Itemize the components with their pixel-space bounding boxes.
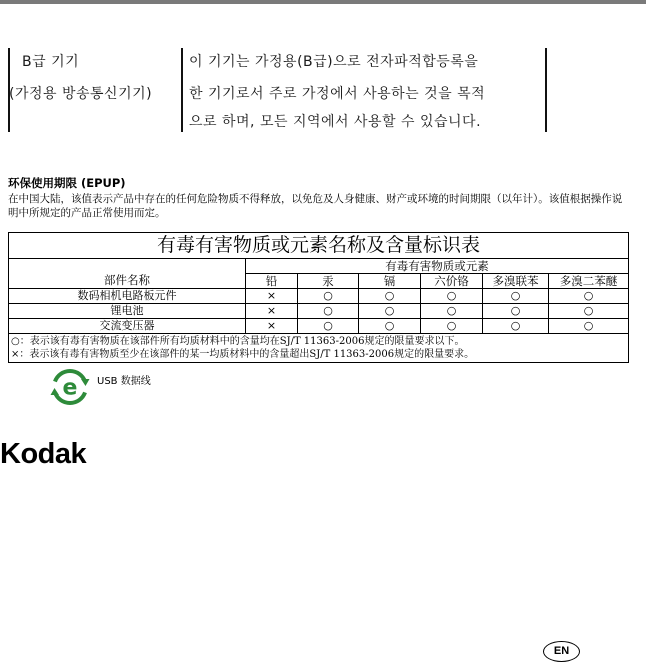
part-name-cell: 交流变压器	[9, 319, 246, 334]
table-row	[9, 289, 629, 304]
header-rule	[0, 0, 646, 4]
hazardous-substance-table	[8, 232, 629, 363]
epup-paragraph	[8, 192, 640, 220]
mark-cell: ×	[246, 304, 298, 319]
mark-cell: ○	[421, 319, 483, 334]
language-badge: EN	[543, 641, 580, 662]
mark-cell: ×	[246, 289, 298, 304]
mark-cell: ○	[359, 319, 421, 334]
epup-recycle-e-icon-graphic	[50, 367, 90, 407]
table-title-row	[9, 233, 629, 259]
mark-cell: ○	[421, 289, 483, 304]
notice-right-border	[545, 48, 547, 132]
recycle-e-glyph: e	[62, 375, 78, 401]
recycle-arrowhead	[81, 379, 90, 386]
mark-cell: ○	[298, 289, 359, 304]
mark-cell: ○	[483, 304, 549, 319]
mark-cell: ○	[359, 304, 421, 319]
substance-header: 铅	[246, 274, 298, 289]
table-note: ×：表示该有毒有害物质至少在该部件的某一均质材料中的含量超出SJ/T 11363-2006规定的限量要求。	[11, 349, 475, 360]
korean-emc-notice	[8, 48, 548, 132]
mark-cell: ○	[549, 304, 629, 319]
table-note: ○：表示该有毒有害物质在该部件所有均质材料中的含量均在SJ/T 11363-2006规定的限量要求以下。	[11, 336, 465, 347]
device-class-label: B급 기기	[22, 54, 80, 70]
mark-cell: ○	[483, 289, 549, 304]
mark-cell: ○	[298, 304, 359, 319]
mark-cell: ○	[298, 319, 359, 334]
mark-cell: ×	[246, 319, 298, 334]
device-class-description-line: 이 기기는 가정용(B급)으로 전자파적합등록을	[189, 54, 479, 70]
epup-recycle-e-icon	[50, 367, 90, 407]
recycle-logo-label: USB 数据线	[97, 376, 151, 387]
notice-column-divider	[181, 48, 183, 132]
mark-cell: ○	[421, 304, 483, 319]
table-row	[9, 319, 629, 334]
part-name-header: 部件名称	[9, 259, 246, 289]
epup-heading: 环保使用期限 (EPUP)	[8, 176, 126, 190]
device-class-label-sub: (가정용 방송통신기기)	[9, 86, 153, 102]
substance-header: 多溴联苯	[483, 274, 549, 289]
epup-paragraph-line: 在中国大陆，该值表示产品中存在的任何危险物质不得释放，以免危及人身健康、财产或环境的时间期限（以年计）。该值根据操作说	[8, 193, 623, 205]
part-name-cell: 锂电池	[9, 304, 246, 319]
substance-header: 六价铬	[421, 274, 483, 289]
table-row	[9, 304, 629, 319]
substance-header: 汞	[298, 274, 359, 289]
substance-header: 镉	[359, 274, 421, 289]
recycle-arrowhead	[51, 388, 60, 395]
table-notes	[9, 334, 629, 363]
table-notes-row	[9, 334, 629, 363]
substance-group-header: 有毒有害物质或元素	[246, 259, 629, 274]
device-class-description-line: 한 기기로서 주로 가정에서 사용하는 것을 목적	[189, 86, 486, 102]
mark-cell: ○	[359, 289, 421, 304]
mark-cell: ○	[483, 319, 549, 334]
table-title: 有毒有害物质或元素名称及含量标识表	[9, 233, 629, 259]
kodak-logo: Kodak	[0, 438, 87, 470]
mark-cell: ○	[549, 319, 629, 334]
device-class-description-line: 으로 하며, 모든 지역에서 사용할 수 있습니다.	[189, 114, 482, 130]
part-name-cell: 数码相机电路板元件	[9, 289, 246, 304]
epup-paragraph-line: 明中所规定的产品正常使用而定。	[8, 207, 166, 219]
substance-header: 多溴二苯醚	[549, 274, 629, 289]
mark-cell: ○	[549, 289, 629, 304]
table-header-row	[9, 259, 629, 274]
